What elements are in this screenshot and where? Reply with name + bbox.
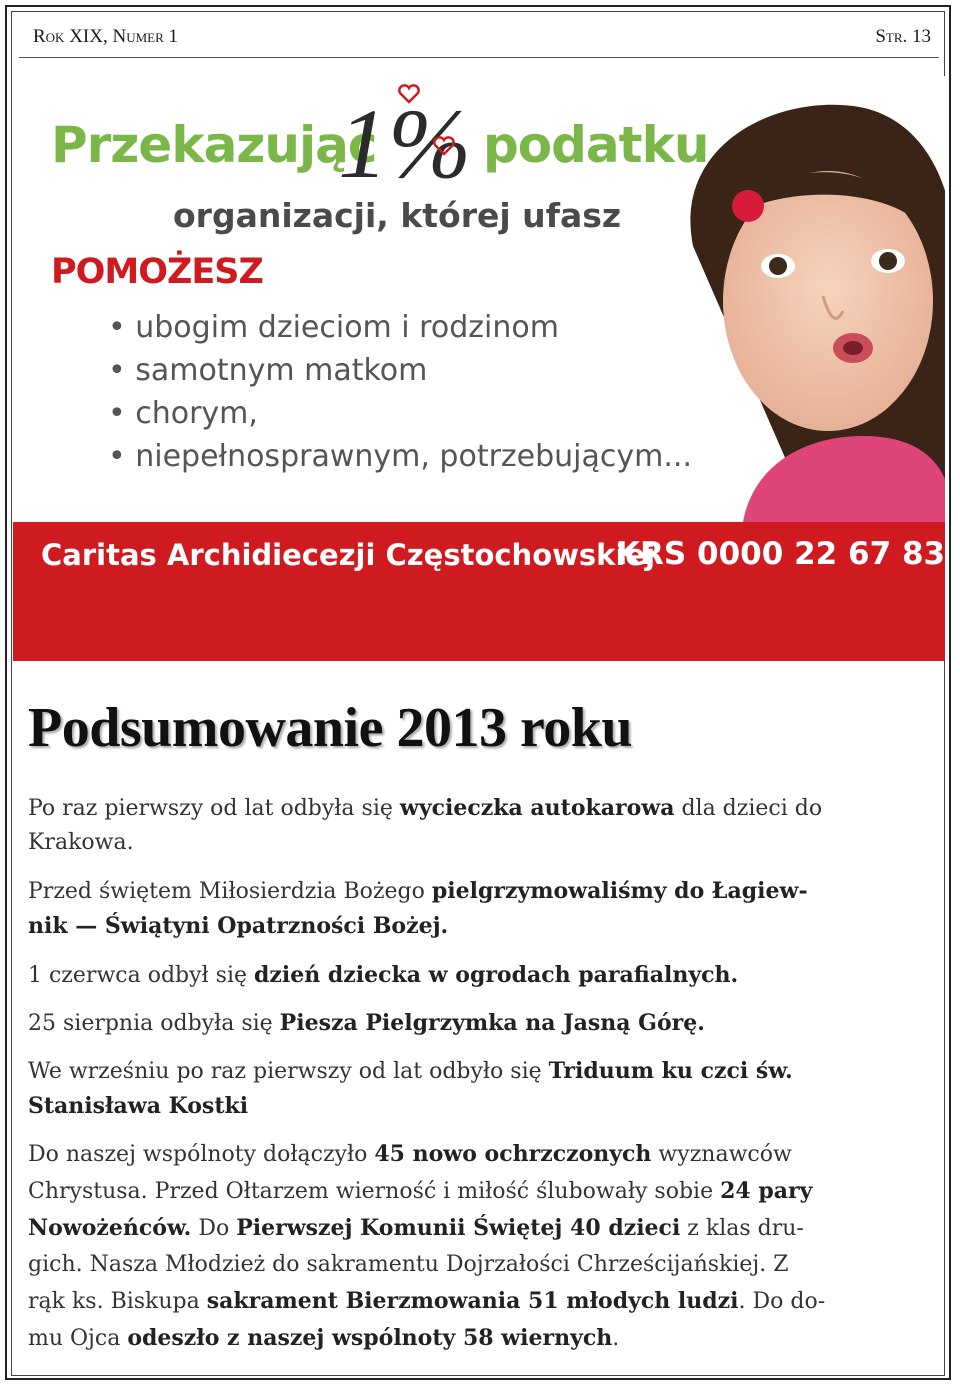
heart-icon xyxy=(398,84,420,104)
header-rule xyxy=(19,57,939,58)
paragraph-walking-pilgrimage: 25 sierpnia odbyła się Piesza Pielgrzymka na Jasną Górę. xyxy=(28,1010,705,1036)
ad-bullet: • niepełnosprawnym, potrzebującym... xyxy=(108,435,692,478)
ad-krs-number: KRS 0000 22 67 83 xyxy=(616,536,945,572)
ad-headline-left: Przekazując xyxy=(51,116,377,174)
issue-label: Rok XIX, Numer 1 xyxy=(33,26,178,47)
hair-bow-icon xyxy=(732,190,764,222)
ad-bullet: • ubogim dzieciom i rodzinom xyxy=(108,306,692,349)
ad-bullet-list xyxy=(108,306,692,478)
caritas-advertisement xyxy=(13,76,945,661)
paragraph-sacraments: Do naszej wspólnoty dołączyło 45 nowo ochrzczonych wyznawców Chrystusa. Przed Ołtarzem wierność i miłość ślubowały sobie 24 pary Nowożeńców. Do Pierwszej Komunii Świętej 40 dzieci z klas dru- gich. Nasza Młodzież do sakramentu Dojrzałości Chrześcijańskiej. Z rąk ks. Biskupa sakrament Bierzmowania 51 młodych ludzi. Do do- mu Ojca odeszło z naszej wspólnoty 58 wiernych. xyxy=(28,1141,826,1351)
ad-pomozesz: POMOŻESZ xyxy=(51,252,263,292)
ad-organization-name: Caritas Archidiecezji Częstochowskiej xyxy=(41,538,656,572)
paragraph-childrens-day: 1 czerwca odbył się dzień dziecka w ogrodach parafialnych. xyxy=(28,962,739,988)
pupil-right xyxy=(879,252,897,270)
paragraph-triduum: We wrześniu po raz pierwszy od lat odbyło się Triduum ku czci św. Stanisława Kostki xyxy=(28,1058,793,1119)
heart-icon xyxy=(433,136,455,156)
article-title: Podsumowanie 2013 roku xyxy=(28,697,633,759)
pupil-left xyxy=(769,257,787,275)
page-header xyxy=(33,26,931,56)
mouth-inner xyxy=(843,341,863,355)
girl-photo xyxy=(653,86,945,522)
ad-headline-right: podatku xyxy=(483,116,709,174)
paragraph-pilgrimage: Przed świętem Miłosierdzia Bożego pielgrzymowaliśmy do Łagiew- nik — Świątyni Opatrzności Bożej. xyxy=(28,878,808,939)
page-number: Str. 13 xyxy=(875,26,931,47)
ad-organization-line: organizacji, której ufasz xyxy=(173,196,622,235)
shirt-shape xyxy=(743,436,945,522)
ad-bullet: • samotnym matkom xyxy=(108,349,692,392)
ad-one-percent: 1% xyxy=(338,88,472,199)
paragraph-trip: Po raz pierwszy od lat odbyła się wycieczka autokarowa dla dzieci do Krakowa. xyxy=(28,795,823,855)
ad-bullet: • chorym, xyxy=(108,392,692,435)
